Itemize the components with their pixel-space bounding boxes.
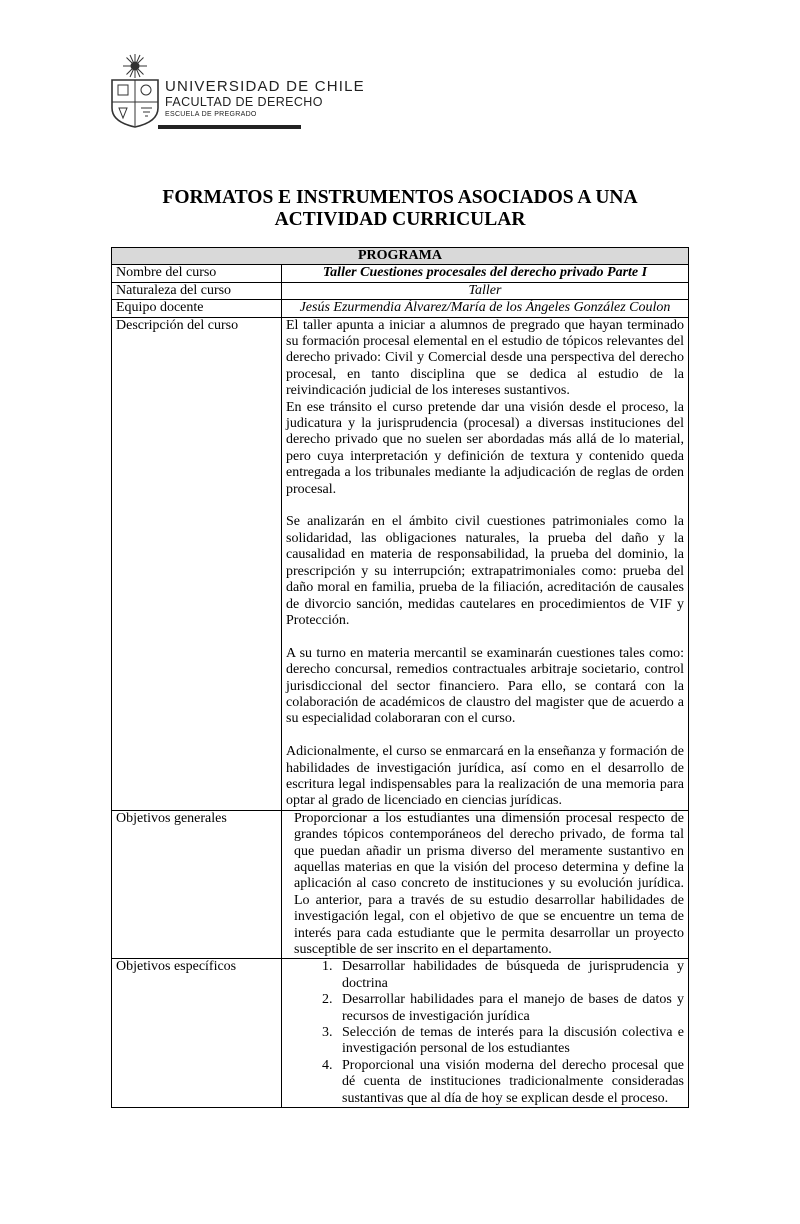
university-seal-icon bbox=[108, 52, 162, 128]
document-title: FORMATOS E INSTRUMENTOS ASOCIADOS A UNA ACTIVIDAD CURRICULAR bbox=[162, 187, 638, 230]
nature-label: Naturaleza del curso bbox=[112, 282, 282, 299]
description-paragraph: Adicionalmente, el curso se enmarcará en la enseñanza y formación de habilidades de investigación jurídica, así como en el desarrollo de escritura legal indispensables para la realización de una memoria para optar al grado de licenciado en ciencias jurídicas. bbox=[286, 744, 684, 809]
team-label: Equipo docente bbox=[112, 300, 282, 317]
program-heading-row bbox=[112, 248, 689, 265]
description-paragraph: Se analizarán en el ámbito civil cuestiones patrimoniales como la solidaridad, las obligaciones naturales, la prueba del daño y la causalidad en materia de responsabilidad, la prueba del dominio, la prescripción y su interrupción; extrapatrimoniales como: prueba del daño moral en familia, prueba de la filiación, acreditación de causales de divorcio sanción, medidas cautelares en procedimientos de VIF y Protección. bbox=[286, 514, 684, 628]
course-name-label: Nombre del curso bbox=[112, 265, 282, 282]
faculty-name: FACULTAD DE DERECHO bbox=[165, 95, 323, 109]
nature-value: Taller bbox=[282, 282, 689, 299]
description-value bbox=[282, 317, 689, 810]
table-row bbox=[112, 810, 689, 959]
description-paragraph: En ese tránsito el curso pretende dar una visión desde el proceso, la judicatura y la jurisprudencia (procesal) a diversas instituciones del derecho privado que no suelen ser abordadas más allá de lo material, pero cuya interpretación y definición de textura y contenido queda entregada a los tribunales mediante la adjudicación de reglas de orden procesal. bbox=[286, 399, 684, 497]
program-table bbox=[111, 247, 689, 1108]
specific-objectives-list bbox=[286, 959, 684, 1107]
general-objectives-label: Objetivos generales bbox=[112, 810, 282, 959]
table-row bbox=[112, 959, 689, 1108]
university-name: UNIVERSIDAD DE CHILE bbox=[165, 78, 365, 95]
description-label: Descripción del curso bbox=[112, 317, 282, 810]
list-item: 3. Selección de temas de interés para la discusión colectiva e investigación personal de los estudiantes bbox=[336, 1025, 684, 1058]
team-value: Jesús Ezurmendia Álvarez/María de los Ángeles González Coulon bbox=[282, 300, 689, 317]
description-paragraph: El taller apunta a iniciar a alumnos de pregrado que hayan terminado su formación procesal elemental en el estudio de tópicos relevantes del derecho privado: Civil y Comercial desde una perspectiva del derecho procesal, en tanto disciplina que se dedica al estudio de la reivindicación judicial de los intereses sustantivos. bbox=[286, 317, 684, 399]
institution-name bbox=[165, 79, 365, 120]
description-paragraph: A su turno en materia mercantil se examinarán cuestiones tales como: derecho concursal, remedios contractuales arbitraje societario, control jurisdiccional del sector financiero. Para ello, se contará con la colaboración de académicos de claustro del magister que de acuerdo a su especialidad colaboraran con el curso. bbox=[286, 645, 684, 727]
list-item: 1. Desarrollar habilidades de búsqueda de jurisprudencia y doctrina bbox=[336, 959, 684, 992]
header-rule bbox=[158, 125, 301, 129]
list-item: 4. Proporcional una visión moderna del derecho procesal que dé cuenta de instituciones tradicionalmente consideradas sustantivas que al día de hoy se explican desde el proceso. bbox=[336, 1058, 684, 1107]
specific-objectives-label: Objetivos específicos bbox=[112, 959, 282, 1108]
specific-objectives-value bbox=[282, 959, 689, 1108]
program-heading: PROGRAMA bbox=[112, 248, 689, 265]
list-item: 2. Desarrollar habilidades para el manejo de bases de datos y recursos de investigación jurídica bbox=[336, 992, 684, 1025]
table-row bbox=[112, 265, 689, 282]
table-row bbox=[112, 300, 689, 317]
general-objectives-value: Proporcionar a los estudiantes una dimensión procesal respecto de grandes tópicos contemporáneos del derecho privado, de forma tal que puedan añadir un prisma diverso del meramente sustantivo en aquellas materias en que la visión del proceso determina y define la aplicación al caso concreto de instituciones y su evolución jurídica. Lo anterior, para a través de su estudio desarrollar habilidades de investigación legal, con el objetivo de que se encuentre un tema de interés para cada estudiante que le permita desarrollar un proyecto susceptible de ser inscrito en el departamento. bbox=[282, 810, 689, 959]
letterhead bbox=[108, 52, 365, 132]
school-name: ESCUELA DE PREGRADO bbox=[165, 111, 257, 118]
course-name-value: Taller Cuestiones procesales del derecho privado Parte I bbox=[282, 265, 689, 282]
table-row bbox=[112, 317, 689, 810]
table-row bbox=[112, 282, 689, 299]
